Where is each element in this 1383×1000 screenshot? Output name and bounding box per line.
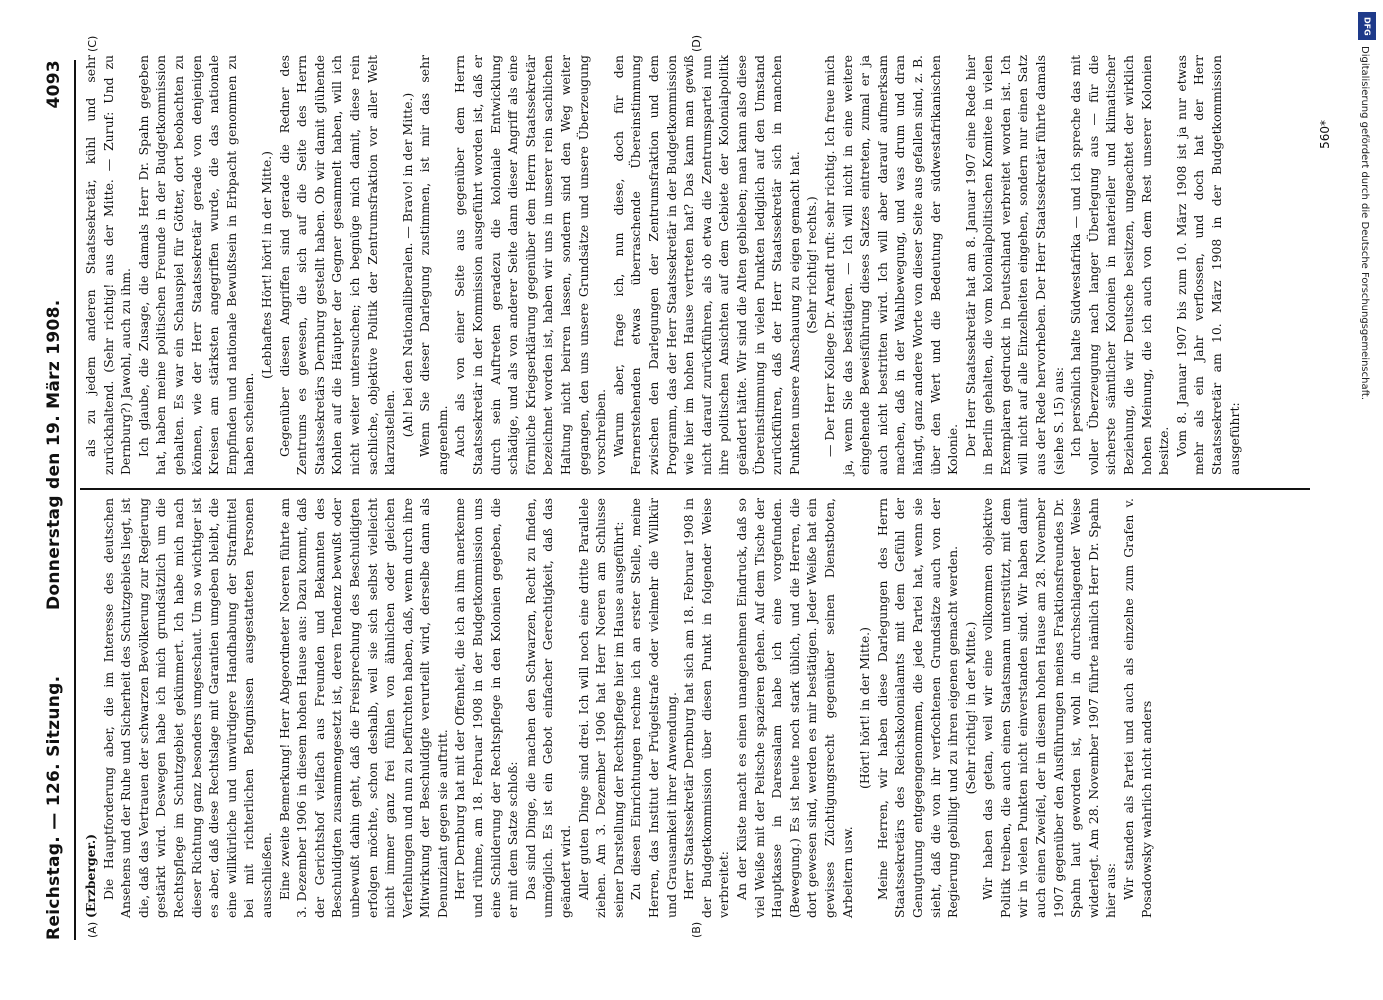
- paragraph: (Sehr richtig! in der Mitte.): [962, 621, 978, 795]
- paragraph: (Ah! bei den Nationalliberalen. — Bravo! in der Mitte.): [399, 92, 415, 438]
- paragraph: Zu diesen Einrichtungen rechne ich an erster Stelle, meine Herren, das Institut der Prügelstrafe oder vielmehr die Willkür und Grausamkeit ihrer Anwendung.: [628, 498, 679, 918]
- right-column: [82, 55, 1243, 475]
- page-header: [44, 60, 72, 940]
- paragraph: An der Küste macht es einen unangenehmen Eindruck, daß so viel Weiße mit der Peitsche spazieren gehen. Auf dem Tische der Hauptkasse in Daressalam habe ich eine vorgefunden. (Bewegung.) Es ist heute noch stark üblich, und die Herren, die dort gewesen sind, werden es mir bestätigen. Jeder Weiße hat ein gewisses Züchtigungsrecht gegenüber seinen Dienstboten, Arbeitern usw.: [733, 498, 855, 918]
- paragraph: Vom 8. Januar 1907 bis zum 10. März 1908 ist ja nur etwas mehr als ein Jahr verflossen, und doch hat der Herr Staatssekretär am 10. März 1908 in der Budgetkommission ausgeführt:: [1173, 55, 1242, 475]
- paragraph: Eine zweite Bemerkung! Herr Abgeordneter Noeren führte am 3. Dezember 1906 in diesem hohen Hause aus: Dazu kommt, daß der Gerichtshof vielfach aus Freunden und Bekannten des Beschuldigten zusammengesetzt ist, deren Tendenz bewußt oder unbewußt dahin geht, daß die Freisprechung des Beschuldigten erfolgen möchte, schon deshalb, weil sie sich selbst vielleicht nicht immer ganz frei fühlen von ähnlichen oder gleichen Verfehlungen und nun zu befürchten haben, daß, wenn durch ihre Mitwirkung der Beschuldigte verurteilt wird, derselbe dann als Denunziant gegen sie auftritt.: [276, 498, 450, 918]
- margin-marker-b: (B): [690, 921, 703, 938]
- header-date: Donnerstag den 19. März 1908.: [44, 299, 64, 610]
- paragraph: (Hört! hört! in der Mitte.): [857, 627, 873, 789]
- paragraph: Meine Herren, wir haben diese Darlegungen des Herrn Staatssekretärs des Reichskolonialamts mit dem Gefühl der Genugtuung entgegengenommen, die jede Partei hat, wenn sie sieht, daß die von ihr verfochtenen Grundsätze auch von der Regierung gebilligt und zu ihren eigenen gemacht werden.: [874, 498, 961, 918]
- digitization-note: [1356, 10, 1378, 990]
- header-title: Reichstag. — 126. Sitzung.: [44, 675, 64, 940]
- sheet-number: 560*: [1318, 120, 1332, 149]
- paragraph: Auch als von einer Seite aus gegenüber dem Herrn Staatssekretär in der Kommission ausgeführt worden ist, daß er durch sein Auftreten geradezu die koloniale Entwicklung schädige, und als von anderer Seite dann dieser Angriff als eine förmliche Kriegserklärung gegenüber dem Herrn Staatssekretär bezeichnet worden ist, haben wir uns in unserer rein sachlichen Haltung nicht beirren lassen, sondern sind den Weg weiter gegangen, den uns unsere Grundsätze und unsere Überzeugung vorschreiben.: [452, 55, 609, 475]
- paragraph: Wir standen als Partei und auch als einzelne zum Grafen v. Posadowsky wahrlich nicht anders: [1121, 498, 1154, 918]
- paragraph: (Lebhaftes Hört! hört! in der Mitte.): [258, 151, 274, 379]
- paragraph: Warum aber, frage ich, nun diese, doch für den Fernerstehenden etwas überraschende Übereinstimmung zwischen den Darlegungen der Zentrumsfraktion und dem Programm, das der Herr Staatssekretär in der Budgetkommission wie hier im hohen Hause vertreten hat? Das kann man gewiß nicht darauf zurückführen, als ob etwa die Zentrumspartei nun ihre politischen Ansichten auf dem Gebiete der Kolonialpolitik geändert hätte. Wir sind die Alten geblieben; man kann also diese Übereinstimmung in vielen Punkten lediglich auf den Umstand zurückführen, daß der Herr Staatssekretär sich in manchen Punkten unsere Anschauung zu eigen gemacht hat.: [610, 55, 802, 475]
- margin-marker-d: (D): [690, 34, 703, 52]
- paragraph: Wenn Sie dieser Darlegung zustimmen, ist mir das sehr angenehm.: [417, 55, 450, 475]
- digitization-text: Digitalisierung gefördert durch die Deutsche Forschungsgemeinschaft.: [1359, 46, 1370, 401]
- paragraph: Herr Staatssekretär Dernburg hat sich am 18. Februar 1908 in der Budgetkommission über diesen Punkt in folgender Weise verbreitet:: [681, 498, 732, 918]
- header-page-number: 4093: [44, 60, 64, 109]
- paragraph: Die Hauptforderung aber, die im Interesse des deutschen Ansehens und der Ruhe und Sicherheit des Schutzgebiets liegt, ist die, daß das Vertrauen der schwarzen Bevölkerung zur Regierung gestärkt wird. Deswegen habe ich mich grundsätzlich um die Rechtspflege im Schutzgebiet gekümmert. Ich habe mich nach dieser Richtung ganz besonders umgeschaut. Um so wichtiger ist es aber, daß diese Rechtslage mit Garantien umgeben bleibt, die eine willkürliche und unwürdigere Handhabung der Strafmittel bei mit richterlichen Befugnissen ausgestatteten Personen ausschließen.: [100, 498, 274, 918]
- speaker-label: (Erzberger.): [83, 833, 98, 918]
- paragraph: (Sehr richtig! rechts.): [804, 196, 820, 334]
- paragraph: Ich glaube, die Zusage, die damals Herr Dr. Spahn gegeben hat, haben meine politischen Freunde in der Budgetkommission gehalten. Es war ein Schauspiel für Götter, dort beobachten zu können, wie der Herr Staatssekretär gerade von denjenigen Kreisen am stärksten angegriffen wurde, die das nationale Empfinden und nationale Bewußtsein in Erbpacht genommen zu haben scheinen.: [135, 55, 257, 475]
- margin-marker-c: (C): [86, 35, 99, 52]
- dfg-logo: DFG: [1358, 12, 1376, 40]
- paragraph: Der Herr Staatssekretär hat am 8. Januar 1907 eine Rede hier in Berlin gehalten, die vom kolonialpolitischen Komitee in vielen Exemplaren gedruckt in Deutschland verbreitet worden ist. Ich will nicht auf alle Einzelheiten eingehen, sondern nur einen Satz aus der Rede hervorheben. Der Herr Staatssekretär führte damals (siehe S. 15) aus:: [962, 55, 1066, 475]
- paragraph: als zu jedem anderen Staatssekretär, kühl und sehr zurückhaltend. (Sehr richtig! aus der Mitte. — Zuruf: Und zu Dernburg?) Jawohl, auch zu ihm.: [83, 55, 134, 475]
- paragraph: — Der Herr Kollege Dr. Arendt ruft: sehr richtig. Ich freue mich ja, wenn Sie das bestätigen. — Ich will nicht in eine weitere eingehende Beweisführung dieses Satzes eintreten, zumal er ja auch nicht bestritten wird. Ich will aber darauf aufmerksam machen, daß in der Wahlbewegung, und was drum und dran hängt, ganz andere Worte von dieser Seite aus gefallen sind, z. B. über den Wert und die Bedeutung der südwestafrikanischen Kolonie.: [821, 55, 961, 475]
- paragraph: Das sind Dinge, die machen den Schwarzen, Recht zu finden, unmöglich. Es ist ein Gebot einfacher Gerechtigkeit, daß das geändert wird.: [522, 498, 574, 918]
- column-divider: [80, 488, 1310, 490]
- paragraph: Aller guten Dinge sind drei. Ich will noch eine dritte Parallele ziehen. Am 3. Dezember 1906 hat Herr Noeren am Schlusse seiner Darstellung der Rechtspflege hier im Hause ausgeführt:: [575, 498, 626, 918]
- paragraph: Gegenüber diesen Angriffen sind gerade die Redner des Zentrums es gewesen, die sich auf die Seite des Herrn Staatssekretärs Dernburg gestellt haben. Ob wir damit glühende Kohlen auf die Häupter der Gegner gesammelt haben, will ich nicht weiter untersuchen; ich begnüge mich damit, diese rein sachliche, objektive Politik der Zentrumsfraktion vor aller Welt klarzustellen.: [276, 55, 398, 475]
- paragraph: Herr Dernburg hat mit der Offenheit, die ich an ihm anerkenne und rühme, am 18. Februar 1908 in der Budgetkommission uns eine Schilderung der Rechtspflege in den Kolonien gegeben, die er mit dem Satze schloß:: [452, 498, 521, 918]
- left-column: [82, 498, 1155, 918]
- paragraph: Wir haben das getan, weil wir eine vollkommen objektive Politik treiben, die auch einen Staatsmann unterstützt, mit dem wir in vielen Punkten nicht einverstanden sind. Wir haben damit auch einen Zweifel, der in diesem hohen Hause am 28. November 1907 gegenüber den Ausführungen meines Fraktionsfreundes Dr. Spahn laut geworden ist, wohl in durchschlagender Weise widerlegt. Am 28. November 1907 führte nämlich Herr Dr. Spahn hier aus:: [980, 498, 1119, 918]
- paragraph: Ich persönlich halte Südwestafrika — und ich spreche das mit voller Überzeugung nach langer Überlegung aus — für die sicherste sämtlicher Kolonien in materieller und klimatischer Beziehung, die wir Deutsche besitzen, ungeachtet der wirklich hohen Meinung, die ich auch von dem Rest unserer Kolonien besitze.: [1068, 55, 1172, 475]
- margin-marker-a: (A): [86, 921, 99, 938]
- header-rule: [74, 60, 76, 940]
